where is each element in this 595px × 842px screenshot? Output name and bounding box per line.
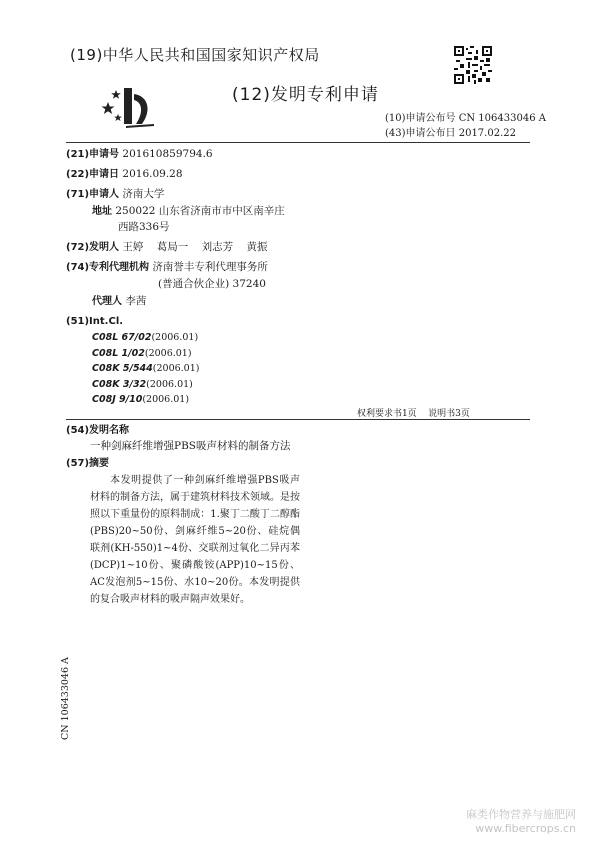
publication-date-label: (43)申请公布日 [385, 128, 456, 139]
page-count: 权利要求书1页 说明书3页 [357, 409, 470, 419]
ipc-code: C08K 5/544 [92, 363, 153, 374]
agent-line [92, 293, 146, 310]
header-rule [66, 142, 530, 143]
agency-name-line-1: 济南誉丰专利代理事务所 [152, 261, 268, 273]
applicant-name: 济南大学 [122, 188, 165, 200]
agent-label: 代理人 [92, 296, 122, 307]
filing-date: 2016.09.28 [122, 168, 183, 180]
ipc-year: (2006.01) [151, 332, 199, 343]
application-number-line [66, 146, 213, 163]
watermark [466, 808, 576, 836]
application-number-label: (21)申请号 [66, 149, 120, 160]
agent-name: 李茜 [125, 295, 147, 307]
title-heading [66, 422, 129, 439]
invention-title: 一种剑麻纤维增强PBS吸声材料的制备方法 [90, 440, 291, 452]
agency-line [66, 259, 268, 276]
filing-date-label: (22)申请日 [66, 169, 120, 180]
ipc-year: (2006.01) [152, 363, 200, 374]
agency-label: (74)专利代理机构 [66, 262, 150, 273]
watermark-line-1: 麻类作物营养与施肥网 [466, 808, 576, 821]
ipc-year: (2006.01) [144, 347, 192, 359]
side-publication-number: CN 106433046 A [60, 657, 71, 740]
ipc-item [92, 361, 199, 377]
inventors: 王婷 葛局一 刘志芳 黄振 [122, 241, 268, 253]
ipc-code: C08L 67/02 [92, 332, 152, 343]
publication-number-line [385, 112, 546, 126]
title-label: (54)发明名称 [66, 425, 130, 436]
address-line [92, 203, 285, 220]
abstract-heading [66, 455, 109, 472]
qr-code [454, 46, 492, 84]
patent-office-heading: (19)中华人民共和国国家知识产权局 [70, 46, 320, 64]
ipc-item [92, 377, 193, 393]
address-line-1: 250022 山东省济南市市中区南辛庄 [115, 205, 285, 217]
publication-number: CN 106433046 A [458, 113, 546, 124]
document-type-title: (12)发明专利申请 [232, 85, 379, 105]
ipc-label: (51)Int.Cl. [66, 316, 124, 327]
ipc-heading [66, 313, 123, 330]
filing-date-line [66, 166, 183, 183]
ipc-year: (2006.01) [142, 394, 190, 405]
ipc-code: C08J 9/10 [92, 394, 143, 405]
ipc-year: (2006.01) [146, 378, 193, 390]
publication-number-label: (10)申请公布号 [385, 113, 456, 124]
agency-name-line-2: (普通合伙企业) 37240 [158, 278, 266, 290]
abstract-label: (57)摘要 [66, 458, 110, 469]
applicant-line [66, 186, 164, 203]
cnipa-emblem [96, 80, 158, 130]
publication-date: 2017.02.22 [458, 128, 516, 139]
ipc-item [92, 330, 198, 346]
watermark-line-2: www.fibercrops.cn [475, 822, 576, 835]
applicant-label: (71)申请人 [66, 189, 120, 200]
publication-date-line [385, 127, 516, 141]
ipc-code: C08L 1/02 [92, 347, 145, 359]
address-label: 地址 [92, 206, 112, 217]
address-line-2: 西路336号 [118, 221, 170, 233]
inventors-line [66, 239, 267, 256]
ipc-item [92, 392, 189, 408]
inventors-label: (72)发明人 [66, 242, 120, 253]
ipc-item [92, 346, 192, 362]
ipc-code: C08K 3/32 [92, 378, 147, 390]
application-number: 201610859794.6 [122, 148, 213, 160]
section-rule [66, 419, 530, 420]
abstract-text: 本发明提供了一种剑麻纤维增强PBS吸声材料的制备方法，属于建筑材料技术领域。是按照以下重量份的原料制成：1.聚丁二酸丁二醇酯(PBS)20~50份、剑麻纤维5~20份、硅烷偶联剂(KH-550)1~4份、交联剂过氧化二异丙苯(DCP)1~10份、聚磷酸铵(APP)10~15份、AC发泡剂5~15份、水10~20份。本发明提供的复合吸声材料的吸声隔声效果好。 [90, 475, 300, 605]
